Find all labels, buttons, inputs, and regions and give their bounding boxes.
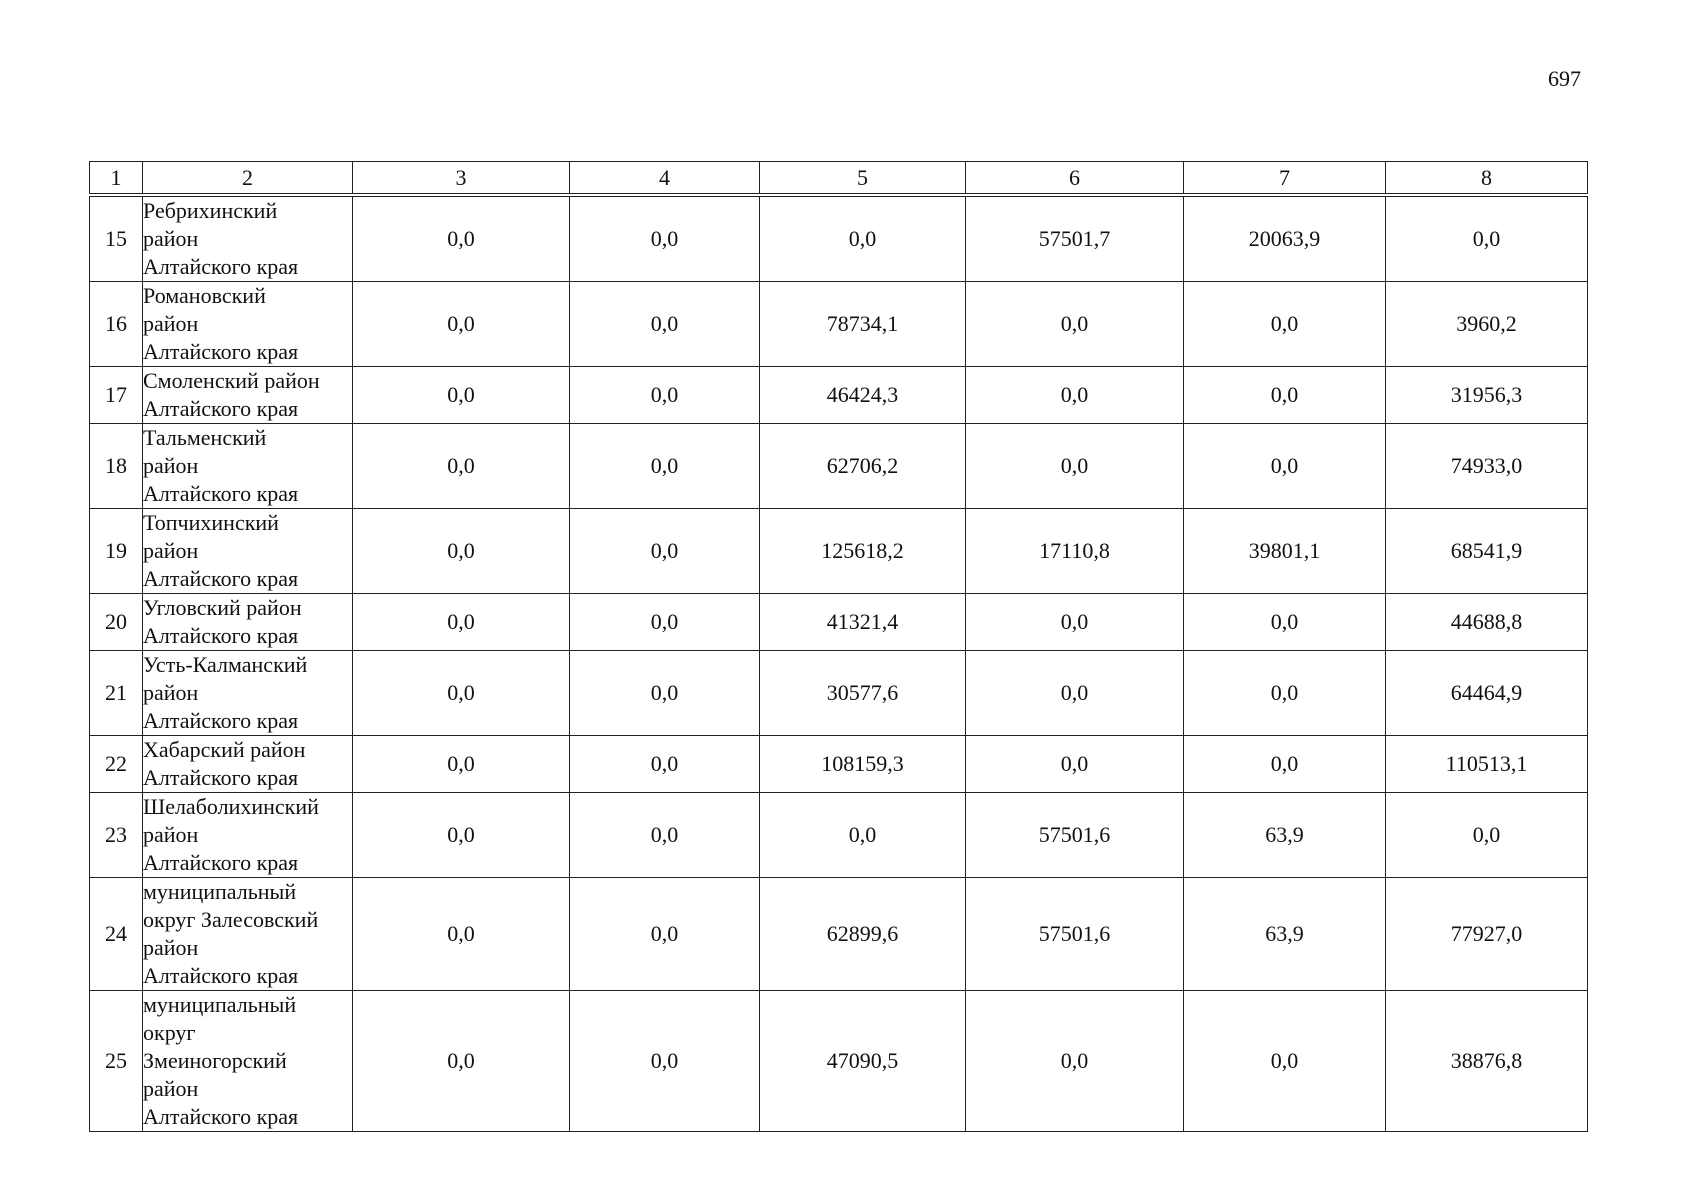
value-cell-col-3: 0,0: [353, 282, 570, 367]
value-cell-col-6: 0,0: [966, 991, 1184, 1132]
value-cell-col-5: 46424,3: [760, 367, 966, 424]
district-name: [143, 991, 353, 1132]
row-number: 23: [90, 793, 143, 878]
value-cell-col-3: 0,0: [353, 594, 570, 651]
value-cell-col-6: 0,0: [966, 651, 1184, 736]
value-cell-col-4: 0,0: [570, 793, 760, 878]
value-cell-col-4: 0,0: [570, 651, 760, 736]
district-name-line: Топчихинский: [143, 510, 279, 535]
table-row: [90, 878, 1588, 991]
row-number: 25: [90, 991, 143, 1132]
value-cell-col-3: 0,0: [353, 424, 570, 509]
value-cell-col-8: 110513,1: [1386, 736, 1588, 793]
district-name-line: Усть-Калманский: [143, 652, 308, 677]
district-name-line: Алтайского края: [143, 1104, 299, 1129]
district-name-line: район: [143, 453, 199, 478]
value-cell-col-4: 0,0: [570, 509, 760, 594]
value-cell-col-4: 0,0: [570, 367, 760, 424]
page-number: 697: [1548, 66, 1581, 91]
row-number: 22: [90, 736, 143, 793]
district-name-line: Алтайского края: [143, 708, 299, 733]
value-cell-col-5: 0,0: [760, 793, 966, 878]
table-row: [90, 651, 1588, 736]
district-name-line: Хабарский район: [143, 737, 306, 762]
district-name-line: район: [143, 680, 199, 705]
value-cell-col-6: 57501,6: [966, 793, 1184, 878]
column-header: 5: [760, 162, 966, 196]
value-cell-col-3: 0,0: [353, 991, 570, 1132]
district-name: [143, 509, 353, 594]
district-name: [143, 367, 353, 424]
value-cell-col-7: 0,0: [1184, 651, 1386, 736]
value-cell-col-3: 0,0: [353, 878, 570, 991]
value-cell-col-8: 74933,0: [1386, 424, 1588, 509]
district-name-line: район: [143, 311, 199, 336]
district-name-line: район: [143, 1076, 199, 1101]
value-cell-col-5: 41321,4: [760, 594, 966, 651]
row-number: 16: [90, 282, 143, 367]
value-cell-col-3: 0,0: [353, 736, 570, 793]
value-cell-col-8: 31956,3: [1386, 367, 1588, 424]
value-cell-col-6: 0,0: [966, 736, 1184, 793]
district-name-line: Алтайского края: [143, 850, 299, 875]
value-cell-col-7: 63,9: [1184, 793, 1386, 878]
value-cell-col-6: 0,0: [966, 367, 1184, 424]
value-cell-col-4: 0,0: [570, 594, 760, 651]
district-name-line: Алтайского края: [143, 481, 299, 506]
district-name: [143, 736, 353, 793]
value-cell-col-7: 0,0: [1184, 282, 1386, 367]
district-name-line: Алтайского края: [143, 339, 299, 364]
value-cell-col-3: 0,0: [353, 367, 570, 424]
table-row: [90, 736, 1588, 793]
value-cell-col-7: 0,0: [1184, 367, 1386, 424]
value-cell-col-7: 0,0: [1184, 594, 1386, 651]
value-cell-col-8: 68541,9: [1386, 509, 1588, 594]
value-cell-col-6: 17110,8: [966, 509, 1184, 594]
value-cell-col-3: 0,0: [353, 651, 570, 736]
value-cell-col-8: 38876,8: [1386, 991, 1588, 1132]
value-cell-col-4: 0,0: [570, 282, 760, 367]
value-cell-col-4: 0,0: [570, 878, 760, 991]
district-name-line: Алтайского края: [143, 566, 299, 591]
value-cell-col-6: 0,0: [966, 424, 1184, 509]
value-cell-col-8: 77927,0: [1386, 878, 1588, 991]
value-cell-col-4: 0,0: [570, 991, 760, 1132]
value-cell-col-4: 0,0: [570, 424, 760, 509]
table-row: [90, 424, 1588, 509]
row-number: 21: [90, 651, 143, 736]
district-name-line: Алтайского края: [143, 623, 299, 648]
value-cell-col-3: 0,0: [353, 509, 570, 594]
table-row: [90, 594, 1588, 651]
district-name-line: Алтайского края: [143, 963, 299, 988]
row-number: 15: [90, 195, 143, 282]
district-name: [143, 594, 353, 651]
column-header: 3: [353, 162, 570, 196]
value-cell-col-4: 0,0: [570, 195, 760, 282]
district-name: [143, 793, 353, 878]
table-row: [90, 793, 1588, 878]
district-name-line: округ: [143, 1020, 196, 1045]
column-header: 8: [1386, 162, 1588, 196]
district-name-line: Шелаболихинский: [143, 794, 319, 819]
district-name-line: Змеиногорский: [143, 1048, 287, 1073]
value-cell-col-6: 0,0: [966, 594, 1184, 651]
district-name: [143, 195, 353, 282]
value-cell-col-5: 108159,3: [760, 736, 966, 793]
district-name: [143, 424, 353, 509]
value-cell-col-8: 0,0: [1386, 793, 1588, 878]
district-name: [143, 282, 353, 367]
column-header: 1: [90, 162, 143, 196]
district-name-line: Угловский район: [143, 595, 302, 620]
value-cell-col-5: 78734,1: [760, 282, 966, 367]
value-cell-col-7: 63,9: [1184, 878, 1386, 991]
value-cell-col-6: 57501,7: [966, 195, 1184, 282]
district-name-line: район: [143, 822, 199, 847]
value-cell-col-5: 125618,2: [760, 509, 966, 594]
row-number: 19: [90, 509, 143, 594]
row-number: 20: [90, 594, 143, 651]
value-cell-col-8: 3960,2: [1386, 282, 1588, 367]
value-cell-col-3: 0,0: [353, 195, 570, 282]
district-name: [143, 651, 353, 736]
row-number: 18: [90, 424, 143, 509]
value-cell-col-8: 44688,8: [1386, 594, 1588, 651]
district-name-line: Алтайского края: [143, 765, 299, 790]
value-cell-col-8: 0,0: [1386, 195, 1588, 282]
column-header: 2: [143, 162, 353, 196]
value-cell-col-4: 0,0: [570, 736, 760, 793]
table-row: [90, 991, 1588, 1132]
value-cell-col-7: 39801,1: [1184, 509, 1386, 594]
value-cell-col-5: 62899,6: [760, 878, 966, 991]
column-header: 4: [570, 162, 760, 196]
district-name-line: муниципальный: [143, 879, 297, 904]
value-cell-col-3: 0,0: [353, 793, 570, 878]
value-cell-col-6: 57501,6: [966, 878, 1184, 991]
table-row: [90, 509, 1588, 594]
value-cell-col-5: 0,0: [760, 195, 966, 282]
district-name: [143, 878, 353, 991]
district-name-line: район: [143, 935, 199, 960]
district-name-line: Ребрихинский: [143, 198, 278, 223]
data-table: [89, 161, 1588, 1132]
value-cell-col-6: 0,0: [966, 282, 1184, 367]
column-header: 6: [966, 162, 1184, 196]
district-name-line: округ Залесовский: [143, 907, 319, 932]
table-body: [90, 195, 1588, 1132]
district-name-line: район: [143, 226, 199, 251]
column-header: 7: [1184, 162, 1386, 196]
header-row: [90, 162, 1588, 196]
value-cell-col-5: 62706,2: [760, 424, 966, 509]
value-cell-col-7: 0,0: [1184, 424, 1386, 509]
value-cell-col-7: 0,0: [1184, 991, 1386, 1132]
district-name-line: Алтайского края: [143, 254, 299, 279]
table-row: [90, 282, 1588, 367]
district-name-line: муниципальный: [143, 992, 297, 1017]
value-cell-col-8: 64464,9: [1386, 651, 1588, 736]
value-cell-col-5: 30577,6: [760, 651, 966, 736]
value-cell-col-5: 47090,5: [760, 991, 966, 1132]
district-name-line: Романовский: [143, 283, 266, 308]
district-name-line: Алтайского края: [143, 396, 299, 421]
row-number: 17: [90, 367, 143, 424]
value-cell-col-7: 20063,9: [1184, 195, 1386, 282]
table-row: [90, 367, 1588, 424]
district-name-line: район: [143, 538, 199, 563]
district-name-line: Тальменский: [143, 425, 267, 450]
district-name-line: Смоленский район: [143, 368, 320, 393]
value-cell-col-7: 0,0: [1184, 736, 1386, 793]
row-number: 24: [90, 878, 143, 991]
table-row: [90, 195, 1588, 282]
